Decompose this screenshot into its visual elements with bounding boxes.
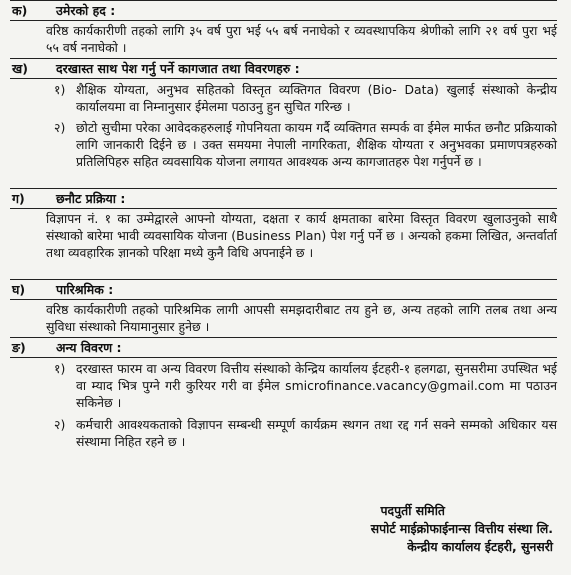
list-item [54,81,557,117]
section-number: ख) [12,61,28,76]
section-paragraph: विज्ञापन नं. १ का उम्मेद्वारले आफ्नो योग्यता, दक्षता र कार्य क्षमताका बारेमा विस्तृत विवरण खुलाउनुको साथै संस्थाको बारेमा भावी व्यवसायिक योजना (Business Plan) पेश गर्नु पर्ने छ । अन्यको हकमा लिखित, अन्तर्वार्ता तथा व्यवहारिक ज्ञानको परिक्षा मध्ये कुनै विधि अपनाईने छ । [46,211,557,260]
list-item [54,416,557,452]
section-title: अन्य विवरण : [56,340,122,355]
section-title: पारिश्रमिक : [56,282,114,297]
section-number: घ) [12,282,26,297]
section-title: उमेरको हद : [56,3,116,18]
signature-block [371,502,553,556]
section-header-selection-process [10,188,557,209]
section-title: दरखास्त साथ पेश गर्नु पर्ने कागजात तथा विवरणहरु : [56,61,300,76]
list-item-number: २) [54,417,66,432]
list-item-number: १) [54,361,66,376]
list-item-text: दरखास्त फारम वा अन्य विवरण वित्तीय संस्थाको केन्द्रिय कार्यालय ईटहरी-१ हलगढा, सुनसरीमा उपस्थित भई वा म्याद भित्र पुग्ने गरी कुरियर गरी वा ईमेल smicrofinance.vacancy@gmail.com मा पठाउन सकिनेछ । [76,361,557,410]
section-header-documents [10,58,557,79]
list-item-text: शैक्षिक योग्यता, अनुभव सहितको विस्तृत व्यक्तिगत विवरण (Bio- Data) खुलाई संस्थाको केन्द्रीय कार्यालयमा वा निम्नानुसार ईमेलमा पठाउनु हुन सुचित गरिन्छ । [76,82,557,114]
section-number: ग) [12,191,25,206]
section-header-other-details [10,337,557,358]
list-item-text: छोटो सुचीमा परेका आवेदकहरुलाई गोपनियता कायम गर्दै व्यक्तिगत सम्पर्क वा ईमेल मार्फत छनौट प्रक्रियाको लागि जानकारी दिईने छ । उक्त समयमा नेपाली नागरिकता, शैक्षिक योग्यता र अनुभवका प्रमाणपत्रहरुको प्रतिलिपिहरु सहित व्यवसायिक योजना लगायत आवश्यक अन्य कागजातहरु पेश गर्नुपर्ने छ । [76,120,557,169]
list-item-number: २) [54,120,66,135]
list-item-text: कर्मचारी आवश्यकताको विज्ञापन सम्बन्धी सम्पूर्ण कार्यक्रम स्थगन तथा रद्द गर्न सक्ने सम्मको अधिकार यस संस्थामा निहित रहने छ । [76,417,557,449]
list-item [54,360,557,414]
organization-name: सपोर्ट माईक्रोफाईनान्स वित्तीय संस्था लि. [370,521,553,536]
section-header-remuneration [10,279,557,300]
list-item-number: १) [54,82,66,97]
section-header-age-limit [10,0,557,21]
list-item [54,119,557,189]
section-number: क) [12,3,28,18]
section-paragraph: वरिष्ठ कार्यकारीणी तहको पारिश्रमिक लागी आपसी समझदारीबाट तय हुने छ, अन्य तहको लागि तलब तथा अन्य सुविधा संस्थाको नियामानुसार हुनेछ । [46,302,557,334]
section-title: छनौट प्रक्रिया : [56,191,126,206]
section-paragraph: वरिष्ठ कार्यकारीणी तहको लागि ३५ वर्ष पुरा भई ५५ बर्ष ननाघेको र व्यवस्थापकिय श्रेणीको लागि २१ वर्ष पुरा भई ५५ वर्ष ननाघेको । [46,23,557,55]
section-number: ङ) [12,340,26,355]
committee-name: पदपुर्ती समिति [380,503,445,518]
office-address: केन्द्रीय कार्यालय ईटहरी, सुनसरी [407,539,553,554]
